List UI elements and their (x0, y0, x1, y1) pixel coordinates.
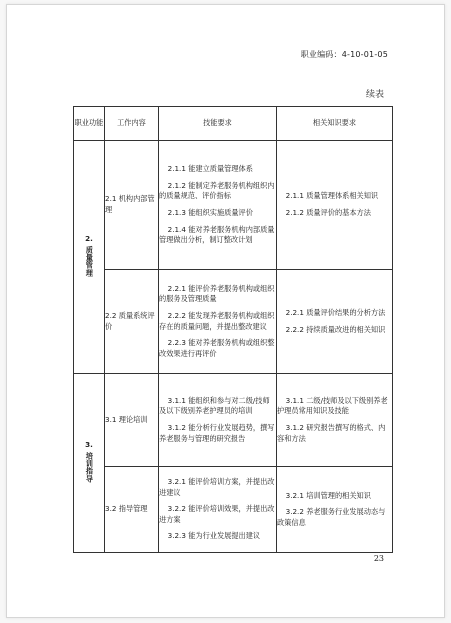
function-name: 培训指导 (85, 452, 95, 483)
knowledge-cell (277, 270, 393, 374)
knowledge-item: 3.2.1 培训管理的相关知识 (285, 490, 371, 500)
table-row (74, 141, 393, 270)
skill-cell (159, 467, 277, 553)
table-row (74, 270, 393, 374)
skill-item: 3.2.2 能评价培训效果，并提出改进方案 (159, 504, 275, 524)
knowledge-item: 3.1.1 二级/技师及以下级别养老护理员常用知识及技能 (277, 395, 388, 416)
function-number: 2. (85, 233, 93, 243)
work-content-cell: 2.2 质量系统评价 (105, 270, 159, 374)
skill-item: 3.1.1 能组织和参与对二级/技师及以下级别养老护理员的培训 (159, 395, 270, 416)
knowledge-cell (277, 467, 393, 553)
function-cell (74, 374, 105, 553)
skill-cell (159, 374, 277, 467)
skill-item: 2.1.3 能组织实施质量评价 (167, 208, 253, 217)
continued-label: 续表 (365, 90, 384, 100)
skill-cell (159, 141, 277, 270)
column-header: 技能要求 (159, 107, 277, 141)
skill-item: 3.1.2 能分析行业发展趋势，撰写养老服务与管理的研究报告 (159, 423, 275, 443)
knowledge-item: 2.2.1 质量评价结果的分析方法 (285, 307, 386, 317)
work-content-cell: 3.2 指导管理 (105, 467, 159, 553)
skill-item: 3.2.3 能为行业发展提出建议 (167, 531, 261, 541)
skill-item: 2.2.2 能发现养老服务机构或组织存在的质量问题，并提出整改建议 (159, 310, 275, 331)
skill-cell (159, 270, 277, 374)
document-page (6, 4, 445, 618)
table-header-row (74, 107, 393, 141)
knowledge-item: 3.2.2 养老服务行业发展动态与政策信息 (277, 507, 386, 527)
table-row (74, 374, 393, 467)
knowledge-item: 3.1.2 研究报告撰写的格式、内容和方法 (277, 423, 386, 443)
skill-item: 2.2.3 能对养老服务机构或组织整改效果进行再评价 (159, 338, 275, 358)
column-header: 工作内容 (105, 107, 159, 141)
skill-item: 2.1.4 能对养老服务机构内部质量管理做出分析，制订整改计划 (159, 224, 275, 245)
table-row (74, 467, 393, 553)
knowledge-item: 2.2.2 持续质量改进的相关知识 (285, 324, 386, 334)
occupation-code: 职业编码：4-10-01-05 (300, 50, 388, 59)
skills-table (73, 106, 393, 553)
work-content-cell: 2.1 机构内部管理 (105, 141, 159, 270)
column-header: 相关知识要求 (277, 107, 393, 141)
skill-item: 3.2.1 能评价培训方案，并提出改进建议 (159, 477, 275, 497)
column-header: 职业功能 (74, 107, 105, 141)
knowledge-cell (277, 141, 393, 270)
skill-item: 2.2.1 能评价养老服务机构或组织的服务及管理质量 (159, 283, 275, 304)
function-name: 质量管理 (85, 246, 95, 277)
function-number: 3. (85, 439, 93, 449)
knowledge-cell (277, 374, 393, 467)
skill-item: 2.1.1 能建立质量管理体系 (167, 164, 253, 174)
function-cell (74, 141, 105, 374)
page-number: 23 (373, 554, 384, 563)
work-content-cell: 3.1 理论培训 (105, 374, 159, 467)
knowledge-item: 2.1.2 质量评价的基本方法 (285, 208, 371, 217)
skill-item: 2.1.2 能制定养老服务机构组织内的质量规范、评价指标 (159, 180, 275, 201)
knowledge-item: 2.1.1 质量管理体系相关知识 (285, 191, 379, 201)
